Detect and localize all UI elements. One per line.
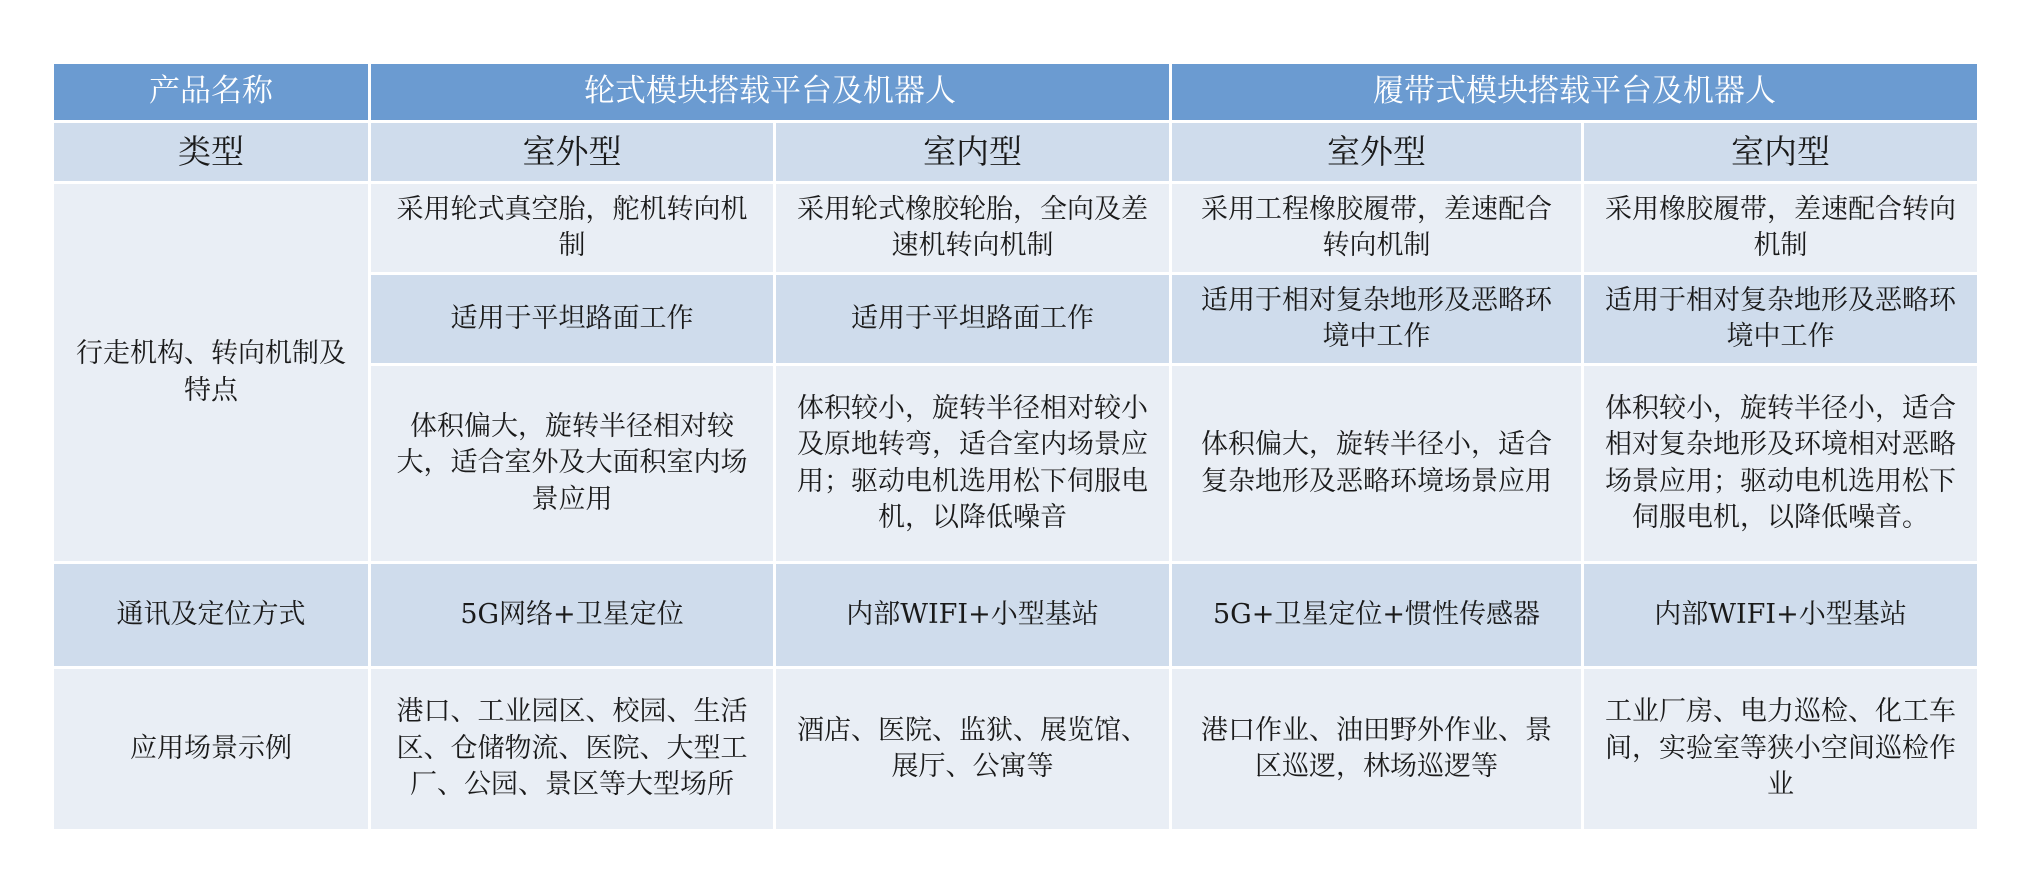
- tracked-indoor-header: 室内型: [1583, 122, 1979, 183]
- table-cell: 采用轮式橡胶轮胎，全向及差速机转向机制: [775, 183, 1171, 274]
- type-label: 类型: [53, 122, 370, 183]
- table-cell: 适用于相对复杂地形及恶略环境中工作: [1171, 274, 1583, 365]
- table-cell: 适用于平坦路面工作: [370, 274, 775, 365]
- tracked-outdoor-header: 室外型: [1171, 122, 1583, 183]
- table-cell: 港口、工业园区、校园、生活区、仓储物流、医院、大型工厂、公园、景区等大型场所: [370, 668, 775, 831]
- scenarios-label: 应用场景示例: [53, 668, 370, 831]
- table-cell: 5G网络+卫星定位: [370, 563, 775, 668]
- table-cell: 内部WIFI+小型基站: [775, 563, 1171, 668]
- table-cell: 采用工程橡胶履带，差速配合转向机制: [1171, 183, 1583, 274]
- table-cell: 采用轮式真空胎，舵机转向机制: [370, 183, 775, 274]
- table-cell: 体积较小，旋转半径相对较小及原地转弯，适合室内场景应用；驱动电机选用松下伺服电机，以降低噪音: [775, 365, 1171, 563]
- type-row: [53, 122, 1979, 183]
- communication-label: 通讯及定位方式: [53, 563, 370, 668]
- header-row: [53, 63, 1979, 122]
- wheeled-indoor-header: 室内型: [775, 122, 1171, 183]
- table-cell: 5G+卫星定位+惯性传感器: [1171, 563, 1583, 668]
- product-name-header: 产品名称: [53, 63, 370, 122]
- table-cell: 体积偏大，旋转半径相对较大，适合室外及大面积室内场景应用: [370, 365, 775, 563]
- scenarios-row: [53, 668, 1979, 831]
- mechanism-label: 行走机构、转向机制及特点: [53, 183, 370, 563]
- wheeled-outdoor-header: 室外型: [370, 122, 775, 183]
- table-cell: 体积偏大，旋转半径小，适合复杂地形及恶略环境场景应用: [1171, 365, 1583, 563]
- communication-row: [53, 563, 1979, 668]
- table-cell: 内部WIFI+小型基站: [1583, 563, 1979, 668]
- wheeled-platform-header: 轮式模块搭载平台及机器人: [370, 63, 1171, 122]
- table-cell: 工业厂房、电力巡检、化工车间，实验室等狭小空间巡检作业: [1583, 668, 1979, 831]
- product-comparison-table: [51, 61, 1980, 832]
- mechanism-row-1: [53, 183, 1979, 274]
- table-cell: 港口作业、油田野外作业、景区巡逻，林场巡逻等: [1171, 668, 1583, 831]
- tracked-platform-header: 履带式模块搭载平台及机器人: [1171, 63, 1979, 122]
- table-cell: 适用于平坦路面工作: [775, 274, 1171, 365]
- table-cell: 体积较小，旋转半径小，适合相对复杂地形及环境相对恶略场景应用；驱动电机选用松下伺服电机，以降低噪音。: [1583, 365, 1979, 563]
- table-cell: 采用橡胶履带，差速配合转向机制: [1583, 183, 1979, 274]
- table-cell: 适用于相对复杂地形及恶略环境中工作: [1583, 274, 1979, 365]
- table-cell: 酒店、医院、监狱、展览馆、展厅、公寓等: [775, 668, 1171, 831]
